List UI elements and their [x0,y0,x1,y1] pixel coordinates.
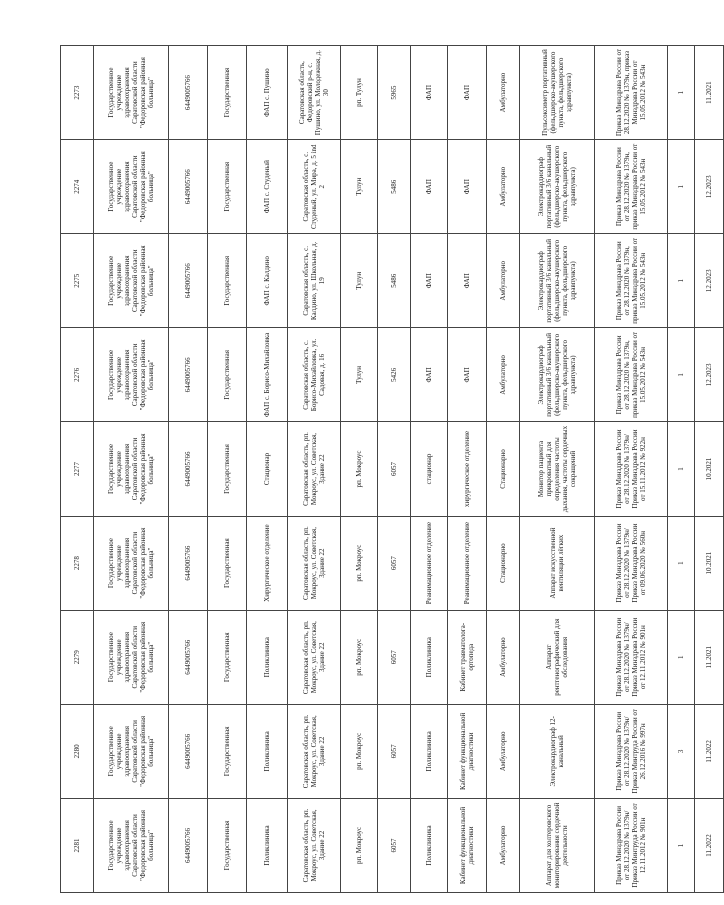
equipment-table [60,45,724,893]
table-cell: Государственная [208,46,247,140]
table-cell: Хирургическое отделение [247,516,288,610]
table-cell: ФАП [411,46,448,140]
table-cell: Стационар [247,422,288,516]
table-row-town [341,46,378,893]
table-cell: 6449005766 [169,234,208,328]
table-cell: ФАП с. Борисо-Михайловка [247,328,288,422]
table-cell: 11.2021 [695,46,724,140]
table-cell: Саратовская область, с. Борисо-Михайловка, ул. Садовая, д. 16 [288,328,341,422]
table-cell: Амбулаторно [487,140,520,234]
table-cell: 6449005766 [169,422,208,516]
table-row-order [595,46,668,893]
table-cell: Приказ Минздрава России от 28.12.2020 № 1379н/Приказ Минздрава России от 15.11.2012 № 922н [595,422,668,516]
table-cell: рп. Мокроус [341,516,378,610]
table-cell: 3 [668,704,695,798]
table-cell: Государственное учреждение здравоохранения Саратовской области "Федоровская районная больница" [94,704,169,798]
table-cell: ФАП [448,46,487,140]
table-cell: Стационарно [487,422,520,516]
table-cell: 2278 [61,516,94,610]
table-cell: 2280 [61,704,94,798]
table-row-care [487,46,520,893]
table-cell: 1 [668,610,695,704]
table-row-addr [288,46,341,893]
table-cell: Государственное учреждение здравоохранения Саратовской области "Федоровская районная больница" [94,234,169,328]
table-cell: 1 [668,798,695,892]
table-cell: Государственное учреждение здравоохранения Саратовской области "Федоровская районная больница" [94,328,169,422]
table-cell: рп. Мокроус [341,610,378,704]
table-cell: Электрокардиограф портативный 3/6 канальный (фельдшерско-акушерского пункта, фельдшерского здравпункта) [520,140,595,234]
table-cell: 1 [668,422,695,516]
table-cell: 6449005766 [169,46,208,140]
table-cell: 6057 [378,422,411,516]
table-cell: Тулун [341,328,378,422]
table-cell: Амбулаторно [487,704,520,798]
table-cell: 6057 [378,516,411,610]
table-cell: Аппарат искусственной вентиляции лёгких [520,516,595,610]
table-cell: Саратовская область, с. Студеный, ул. Мира, д. 5 ind 2 [288,140,341,234]
table-cell: Государственная [208,704,247,798]
table-cell: Поликлиника [411,704,448,798]
table-row-form [208,46,247,893]
table-cell: 2274 [61,140,94,234]
table-cell: Поликлиника [247,610,288,704]
table-cell: 5426 [378,328,411,422]
table-cell: 6449005766 [169,798,208,892]
table-cell: Аппарат рентгенографический для обследования [520,610,595,704]
table-cell: 1 [668,328,695,422]
table-cell: Реанимационное отделение [448,516,487,610]
table-cell: ФАП с. Калдино [247,234,288,328]
table-cell: рп. Тулун [341,46,378,140]
table-cell: Приказ Минздрава России от 28.12.2020 № 1379н, приказ Минздрава России от 15.05.2012 № 543н [595,140,668,234]
table-cell: 1 [668,140,695,234]
table-cell: Кабинет функциональной диагностики [448,798,487,892]
table-cell: 12.2023 [695,328,724,422]
table-row-code [378,46,411,893]
table-cell: Тулун [341,140,378,234]
table-cell: 6057 [378,798,411,892]
table-cell: Государственная [208,328,247,422]
table-cell: ФАП с. Пушино [247,46,288,140]
table-cell: Электрокардиограф портативный 3/6 канальный (фельдшерско-акушерского пункта, фельдшерского здравпункта) [520,328,595,422]
table-cell: рп. Мокроус [341,704,378,798]
table-row-date [695,46,724,893]
table-cell: ФАП [448,140,487,234]
table-cell: Поликлиника [411,798,448,892]
table-cell: ФАП с. Студеный [247,140,288,234]
table-cell: Приказ Минздрава России от 28.12.2020 № 1379н, приказ Минздрава России от 15.05.2012 № 543н [595,46,668,140]
table-cell: Государственное учреждение здравоохранения Саратовской области "Федоровская районная больница" [94,798,169,892]
table-cell: 11.2022 [695,798,724,892]
table-cell: 2273 [61,46,94,140]
table-cell: 6449005766 [169,610,208,704]
rotated-table-wrapper [60,45,713,893]
table-cell: Государственная [208,516,247,610]
table-cell: Приказ Минздрава России от 28.12.2020 № 1379н/Приказ Минздрава России от 09.06.2020 № 560н [595,516,668,610]
table-cell: 6057 [378,610,411,704]
table-cell: Приказ Минздрава России от 28.12.2020 № 1379н/Приказ Минздрава России от 12.11.2012 № 901н [595,610,668,704]
table-cell: Аппарат для холтеровского мониторирования сердечной деятельности [520,798,595,892]
table-cell: Государственное учреждение здравоохранения Саратовской области "Федоровская районная больница" [94,140,169,234]
table-cell: Амбулаторно [487,798,520,892]
table-cell: Саратовская область, Федоровский р-н, с. Пушино, ул. Молодежная, д. 30 [288,46,341,140]
table-cell: 2281 [61,798,94,892]
table-cell: 1 [668,46,695,140]
table-cell: 11.2021 [695,610,724,704]
table-row-name [247,46,288,893]
table-cell: Государственная [208,140,247,234]
table-cell: Саратовская область, рп. Мокроус, ул. Советская, Здание 22 [288,516,341,610]
table-cell: ФАП [411,234,448,328]
table-cell: ФАП [448,328,487,422]
table-cell: 2275 [61,234,94,328]
table-cell: 1 [668,234,695,328]
table-cell: 2277 [61,422,94,516]
table-row-unit [448,46,487,893]
table-cell: Электрокардиограф портативный 3/6 канальный (фельдшерско-акушерского пункта, фельдшерского здравпункта) [520,234,595,328]
table-cell: Стационарно [487,516,520,610]
table-cell: Кабинет функциональной диагностики [448,704,487,798]
table-cell: Амбулаторно [487,234,520,328]
table-row-equip [520,46,595,893]
table-cell: стационар [411,422,448,516]
table-cell: 10.2021 [695,422,724,516]
table-cell: Государственная [208,234,247,328]
table-cell: Приказ Минздрава России от 28.12.2020 № 1379н/Приказ Минтруда России от 26.12.2016 № 997н [595,704,668,798]
table-cell: Саратовская область, рп. Мокроус, ул. Советская, Здание 22 [288,704,341,798]
table-row-qty [668,46,695,893]
table-cell: Реанимационное отделение [411,516,448,610]
table-row-inn [169,46,208,893]
table-cell: 6449005766 [169,140,208,234]
table-cell: 5486 [378,140,411,234]
table-cell: 6057 [378,704,411,798]
table-cell: Государственная [208,798,247,892]
table-cell: 6449005766 [169,328,208,422]
table-cell: Государственное учреждение здравоохранения Саратовской области "Федоровская районная больница" [94,516,169,610]
table-cell: Поликлиника [411,610,448,704]
table-cell: Монитор пациента прикроватный для определения частоты дыхания, частоты сердечных сокращений [520,422,595,516]
table-cell: 12.2023 [695,140,724,234]
table-row-org [94,46,169,893]
table-cell: 6449005766 [169,516,208,610]
table-cell: ФАП [411,328,448,422]
table-cell: 1 [668,516,695,610]
table-cell: Амбулаторно [487,328,520,422]
table-cell: Амбулаторно [487,610,520,704]
table-cell: 2276 [61,328,94,422]
table-row-id [61,46,94,893]
table-cell: Государственное учреждение здравоохранения Саратовской области "Федоровская районная больница" [94,610,169,704]
table-cell: Саратовская область, с. Калдино, ул. Школьная, д. 19 [288,234,341,328]
table-row-dept [411,46,448,893]
table-cell: Амбулаторно [487,46,520,140]
table-cell: Саратовская область, рп. Мокроус, ул. Советская, Здание 22 [288,422,341,516]
table-cell: Поликлиника [247,704,288,798]
table-cell: ФАП [411,140,448,234]
table-cell: Государственная [208,422,247,516]
table-cell: хирургическое отделение [448,422,487,516]
table-cell: Саратовская область, рп. Мокроус, ул. Советская, Здание 22 [288,610,341,704]
table-cell: 2279 [61,610,94,704]
table-cell: Пульсоксиметр портативный (фельдшерско-акушерского пункта, фельдшерского здравпункта) [520,46,595,140]
table-cell: Электрокардиограф 12-канальный [520,704,595,798]
table-cell: Государственное учреждение здравоохранения Саратовской области "Федоровская районная больница" [94,46,169,140]
table-cell: ФАП [448,234,487,328]
table-cell: 5965 [378,46,411,140]
table-cell: 12.2023 [695,234,724,328]
table-cell: 6449005766 [169,704,208,798]
table-cell: 11.2022 [695,704,724,798]
table-cell: Государственное учреждение здравоохранения Саратовской области "Федоровская районная больница" [94,422,169,516]
table-cell: 5486 [378,234,411,328]
table-cell: рп. Мокроус [341,798,378,892]
table-cell: рп. Мокроус [341,422,378,516]
table-cell: Приказ Минздрава России от 28.12.2020 № 1379н, приказ Минздрава России от 15.05.2012 № 543н [595,234,668,328]
table-cell: Государственная [208,610,247,704]
table-cell: Приказ Минздрава России от 28.12.2020 № 1379н/Приказ Минтруда России от 12.11.2012 № 901н [595,798,668,892]
table-cell: Саратовская область, рп. Мокроус, ул. Советская, Здание 22 [288,798,341,892]
table-cell: 10.2021 [695,516,724,610]
table-cell: Тулун [341,234,378,328]
table-cell: Приказ Минздрава России от 28.12.2020 № 1379н, приказ Минздрава России от 15.05.2012 № 543н [595,328,668,422]
table-cell: Кабинет травматолога-ортопеда [448,610,487,704]
table-cell: Поликлиника [247,798,288,892]
